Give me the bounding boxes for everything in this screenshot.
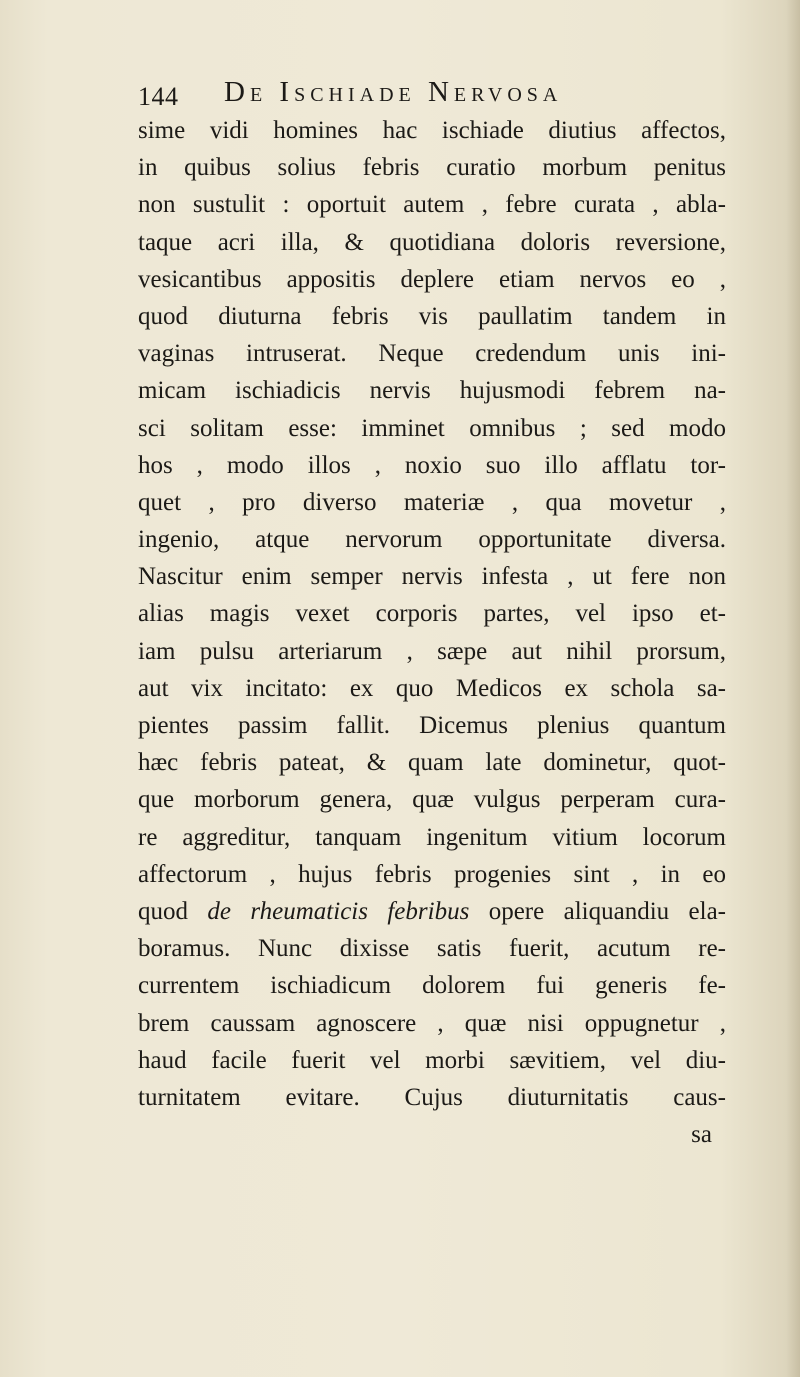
text-line: non sustulit : oportuit autem , febre curata , abla- xyxy=(138,191,726,219)
page-header xyxy=(138,70,728,114)
italic-title: de rheumaticis febribus xyxy=(207,897,470,925)
body-text xyxy=(138,112,726,1153)
text-line: affectorum , hujus febris progenies sint , in eo xyxy=(138,860,726,888)
text-line: brem caussam agnoscere , quæ nisi oppugnetur , xyxy=(138,1009,726,1037)
running-title: De Ischiade Nervosa xyxy=(224,76,563,108)
text-line: sci solitam esse: imminet omnibus ; sed modo xyxy=(138,414,726,442)
text-line: quod diuturna febris vis paullatim tandem in xyxy=(138,302,726,330)
text-line: vaginas intruserat. Neque credendum unis ini- xyxy=(138,340,726,368)
text-line: que morborum genera, quæ vulgus perperam cura- xyxy=(138,786,726,814)
text-line: aut vix incitato: ex quo Medicos ex schola sa- xyxy=(138,674,726,702)
text-line: sime vidi homines hac ischiade diutius affectos, xyxy=(138,117,726,144)
text-line: taque acri illa, & quotidiana doloris reversione, xyxy=(138,228,726,256)
text-line: quod de rheumaticis febribus opere aliquandiu ela- xyxy=(138,897,726,925)
page-edge-shadow xyxy=(786,0,800,1377)
catchword: sa xyxy=(691,1121,712,1149)
text-line: micam ischiadicis nervis hujusmodi febrem na- xyxy=(138,377,726,405)
text-line: iam pulsu arteriarum , sæpe aut nihil prorsum, xyxy=(138,637,726,665)
text-line: boramus. Nunc dixisse satis fuerit, acutum re- xyxy=(138,935,726,963)
page-number: 144 xyxy=(138,82,179,111)
text-line: vesicantibus appositis deplere etiam nervos eo , xyxy=(138,265,726,293)
text-line: haud facile fuerit vel morbi sævitiem, vel diu- xyxy=(138,1046,726,1074)
text-line: currentem ischiadicum dolorem fui generis fe- xyxy=(138,972,726,1000)
text-line: ingenio, atque nervorum opportunitate diversa. xyxy=(138,526,726,554)
text-line: alias magis vexet corporis partes, vel ipso et- xyxy=(138,600,726,628)
text-line: pientes passim fallit. Dicemus plenius quantum xyxy=(138,712,726,739)
text-line: in quibus solius febris curatio morbum penitus xyxy=(138,154,726,182)
text-line: turnitatem evitare. Cujus diuturnitatis caus- xyxy=(138,1083,726,1111)
text-line: hos , modo illos , noxio suo illo afflatu tor- xyxy=(138,451,726,479)
text-line: hæc febris pateat, & quam late dominetur, quot- xyxy=(138,749,726,777)
text-line: quet , pro diverso materiæ , qua movetur , xyxy=(138,488,726,516)
text-line: Nascitur enim semper nervis infesta , ut fere non xyxy=(138,563,726,591)
text-line: re aggreditur, tanquam ingenitum vitium locorum xyxy=(138,823,726,851)
